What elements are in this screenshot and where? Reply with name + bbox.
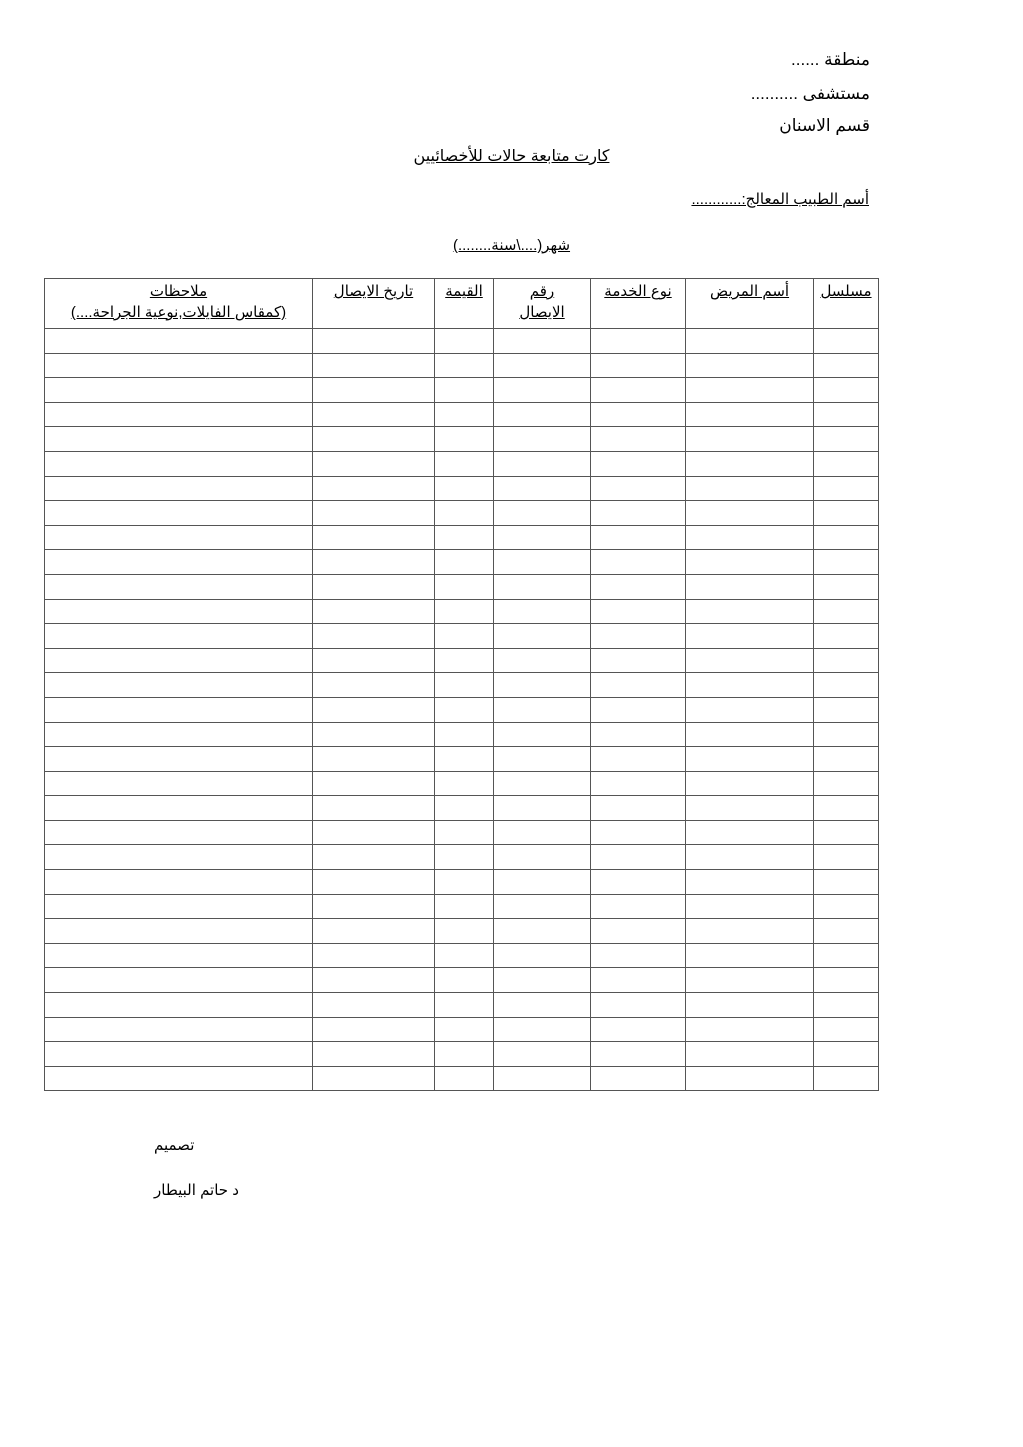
table-cell: [814, 476, 879, 501]
table-cell: [45, 648, 313, 673]
table-row: [45, 329, 879, 354]
table-cell: [686, 845, 814, 870]
table-cell: [435, 845, 494, 870]
table-cell: [686, 1066, 814, 1091]
table-cell: [814, 697, 879, 722]
table-cell: [494, 427, 591, 452]
table-cell: [435, 919, 494, 944]
table-cell: [313, 697, 435, 722]
table-cell: [591, 919, 686, 944]
table-row: [45, 574, 879, 599]
table-cell: [814, 722, 879, 747]
table-cell: [313, 550, 435, 575]
table-cell: [814, 329, 879, 354]
table-cell: [814, 894, 879, 919]
table-cell: [686, 378, 814, 403]
table-cell: [45, 427, 313, 452]
table-cell: [814, 427, 879, 452]
table-cell: [435, 722, 494, 747]
table-cell: [591, 820, 686, 845]
col-serial: مسلسل: [814, 279, 879, 329]
table-cell: [45, 353, 313, 378]
table-cell: [45, 673, 313, 698]
table-cell: [494, 648, 591, 673]
table-cell: [435, 451, 494, 476]
table-header-row: [45, 279, 879, 329]
table-cell: [45, 451, 313, 476]
table-cell: [814, 550, 879, 575]
table-cell: [45, 599, 313, 624]
table-cell: [313, 624, 435, 649]
table-cell: [45, 402, 313, 427]
table-cell: [45, 722, 313, 747]
designer-name: د حاتم البيطار: [154, 1182, 239, 1199]
table-cell: [814, 501, 879, 526]
table-cell: [686, 894, 814, 919]
table-cell: [591, 402, 686, 427]
table-cell: [45, 747, 313, 772]
table-cell: [45, 845, 313, 870]
table-cell: [814, 870, 879, 895]
table-cell: [313, 1066, 435, 1091]
table-cell: [313, 476, 435, 501]
table-cell: [814, 771, 879, 796]
table-cell: [45, 550, 313, 575]
table-cell: [591, 574, 686, 599]
table-cell: [494, 968, 591, 993]
design-label: تصميم: [154, 1137, 195, 1154]
table-row: [45, 673, 879, 698]
table-cell: [686, 501, 814, 526]
table-cell: [494, 673, 591, 698]
table-cell: [814, 796, 879, 821]
table-cell: [435, 525, 494, 550]
table-cell: [435, 993, 494, 1018]
table-cell: [686, 993, 814, 1018]
table-cell: [686, 697, 814, 722]
table-cell: [591, 648, 686, 673]
table-cell: [435, 1017, 494, 1042]
table-cell: [494, 329, 591, 354]
table-cell: [313, 771, 435, 796]
col-patient-name: أسم المريض: [686, 279, 814, 329]
table-cell: [435, 747, 494, 772]
table-cell: [686, 722, 814, 747]
table-cell: [435, 673, 494, 698]
table-cell: [591, 673, 686, 698]
table-cell: [591, 476, 686, 501]
table-row: [45, 451, 879, 476]
table-cell: [591, 353, 686, 378]
table-row: [45, 796, 879, 821]
table-cell: [591, 722, 686, 747]
table-cell: [686, 747, 814, 772]
table-cell: [686, 599, 814, 624]
table-row: [45, 747, 879, 772]
table-cell: [435, 870, 494, 895]
table-cell: [435, 427, 494, 452]
table-cell: [814, 845, 879, 870]
period-line: شهر(....\سنة........): [452, 237, 571, 254]
table-cell: [45, 820, 313, 845]
table-row: [45, 968, 879, 993]
table-cell: [313, 993, 435, 1018]
table-cell: [313, 353, 435, 378]
table-cell: [45, 894, 313, 919]
table-row: [45, 1066, 879, 1091]
table-cell: [591, 747, 686, 772]
table-row: [45, 919, 879, 944]
table-row: [45, 845, 879, 870]
table-cell: [494, 1066, 591, 1091]
table-cell: [435, 820, 494, 845]
table-cell: [591, 845, 686, 870]
table-cell: [686, 550, 814, 575]
table-row: [45, 771, 879, 796]
table-cell: [313, 870, 435, 895]
table-cell: [45, 501, 313, 526]
table-cell: [45, 697, 313, 722]
table-cell: [591, 599, 686, 624]
table-cell: [435, 574, 494, 599]
table-cell: [814, 378, 879, 403]
table-row: [45, 599, 879, 624]
table-cell: [435, 697, 494, 722]
table-row: [45, 476, 879, 501]
table-cell: [45, 378, 313, 403]
table-cell: [313, 796, 435, 821]
table-cell: [591, 943, 686, 968]
table-cell: [686, 525, 814, 550]
table-cell: [591, 968, 686, 993]
table-cell: [45, 574, 313, 599]
table-cell: [313, 820, 435, 845]
table-cell: [313, 845, 435, 870]
table-cell: [686, 919, 814, 944]
table-row: [45, 525, 879, 550]
table-cell: [814, 820, 879, 845]
table-cell: [435, 771, 494, 796]
table-cell: [313, 1017, 435, 1042]
table-cell: [814, 648, 879, 673]
table-cell: [814, 599, 879, 624]
table-cell: [494, 919, 591, 944]
table-cell: [686, 353, 814, 378]
table-cell: [686, 402, 814, 427]
table-cell: [45, 1066, 313, 1091]
table-cell: [591, 550, 686, 575]
table-cell: [686, 870, 814, 895]
table-row: [45, 1042, 879, 1067]
table-cell: [313, 919, 435, 944]
region-line: منطقة ......: [791, 50, 870, 69]
table-cell: [313, 599, 435, 624]
table-cell: [45, 1042, 313, 1067]
table-cell: [435, 329, 494, 354]
table-cell: [591, 870, 686, 895]
table-cell: [686, 451, 814, 476]
table-row: [45, 624, 879, 649]
table-cell: [494, 550, 591, 575]
table-row: [45, 722, 879, 747]
table-cell: [45, 329, 313, 354]
table-cell: [435, 378, 494, 403]
table-cell: [494, 870, 591, 895]
table-cell: [591, 451, 686, 476]
table-row: [45, 402, 879, 427]
table-row: [45, 648, 879, 673]
table-cell: [814, 747, 879, 772]
table-cell: [45, 771, 313, 796]
table-cell: [686, 427, 814, 452]
table-cell: [45, 943, 313, 968]
table-cell: [494, 525, 591, 550]
table-cell: [494, 1042, 591, 1067]
table-cell: [494, 476, 591, 501]
table-cell: [435, 1066, 494, 1091]
table-cell: [435, 402, 494, 427]
table-cell: [435, 624, 494, 649]
table-row: [45, 820, 879, 845]
table-cell: [313, 402, 435, 427]
table-cell: [313, 722, 435, 747]
doctor-name-line: أسم الطبيب المعالج:............: [691, 191, 869, 208]
table-cell: [435, 1042, 494, 1067]
table-cell: [814, 624, 879, 649]
table-cell: [591, 1042, 686, 1067]
table-cell: [45, 968, 313, 993]
table-cell: [45, 476, 313, 501]
table-cell: [686, 796, 814, 821]
table-cell: [591, 894, 686, 919]
table-cell: [814, 1042, 879, 1067]
table-cell: [494, 402, 591, 427]
table-row: [45, 943, 879, 968]
table-cell: [435, 599, 494, 624]
table-cell: [591, 796, 686, 821]
table-cell: [591, 697, 686, 722]
table-cell: [494, 599, 591, 624]
table-cell: [591, 1066, 686, 1091]
table-cell: [494, 574, 591, 599]
col-receipt-number: رقم الايصال: [494, 279, 591, 329]
table-row: [45, 993, 879, 1018]
table-row: [45, 550, 879, 575]
table-cell: [45, 624, 313, 649]
table-cell: [494, 624, 591, 649]
table-cell: [814, 968, 879, 993]
table-cell: [814, 1017, 879, 1042]
table-cell: [591, 525, 686, 550]
table-cell: [814, 1066, 879, 1091]
table-cell: [686, 624, 814, 649]
table-cell: [45, 919, 313, 944]
table-cell: [313, 378, 435, 403]
table-row: [45, 378, 879, 403]
table-cell: [686, 673, 814, 698]
table-cell: [814, 943, 879, 968]
table-cell: [313, 501, 435, 526]
table-cell: [494, 722, 591, 747]
table-cell: [591, 378, 686, 403]
table-cell: [686, 968, 814, 993]
table-cell: [814, 451, 879, 476]
table-cell: [494, 378, 591, 403]
table-cell: [686, 771, 814, 796]
col-notes: ملاحظات (كمقاس الفايلات,نوعية الجراحة....): [45, 279, 313, 329]
table-row: [45, 353, 879, 378]
table-cell: [591, 329, 686, 354]
table-cell: [494, 451, 591, 476]
table-row: [45, 697, 879, 722]
table-body: [45, 329, 879, 1091]
table-cell: [494, 1017, 591, 1042]
table-cell: [435, 648, 494, 673]
table-cell: [435, 968, 494, 993]
table-cell: [591, 624, 686, 649]
table-cell: [494, 353, 591, 378]
table-cell: [494, 697, 591, 722]
col-service-type: نوع الخدمة: [591, 279, 686, 329]
table-cell: [313, 747, 435, 772]
table-cell: [814, 525, 879, 550]
table-cell: [45, 870, 313, 895]
table-cell: [814, 673, 879, 698]
table-cell: [313, 673, 435, 698]
table-cell: [591, 771, 686, 796]
table-row: [45, 427, 879, 452]
table-cell: [814, 353, 879, 378]
table-cell: [45, 993, 313, 1018]
table-cell: [686, 1017, 814, 1042]
table-cell: [313, 894, 435, 919]
table-row: [45, 894, 879, 919]
col-value: القيمة: [435, 279, 494, 329]
table-cell: [435, 550, 494, 575]
table-cell: [686, 329, 814, 354]
table-cell: [591, 427, 686, 452]
col-receipt-date: تاريخ الايصال: [313, 279, 435, 329]
table-cell: [494, 894, 591, 919]
table-cell: [814, 993, 879, 1018]
table-row: [45, 1017, 879, 1042]
table-cell: [494, 820, 591, 845]
table-cell: [313, 329, 435, 354]
table-cell: [313, 427, 435, 452]
table-cell: [313, 968, 435, 993]
table-cell: [686, 648, 814, 673]
table-cell: [494, 501, 591, 526]
table-cell: [686, 943, 814, 968]
table-cell: [435, 476, 494, 501]
table-cell: [313, 574, 435, 599]
table-cell: [591, 501, 686, 526]
table-cell: [686, 574, 814, 599]
table-cell: [45, 796, 313, 821]
table-cell: [591, 993, 686, 1018]
table-cell: [494, 845, 591, 870]
table-cell: [686, 476, 814, 501]
table-cell: [435, 943, 494, 968]
card-title: كارت متابعة حالات للأخصائيين: [413, 148, 610, 165]
table-cell: [494, 747, 591, 772]
table-cell: [313, 525, 435, 550]
hospital-line: مستشفى ..........: [750, 84, 870, 103]
table-cell: [435, 501, 494, 526]
department-line: قسم الاسنان: [779, 116, 870, 135]
table-cell: [45, 525, 313, 550]
table-cell: [494, 796, 591, 821]
table-cell: [494, 993, 591, 1018]
table-cell: [313, 943, 435, 968]
table-cell: [686, 1042, 814, 1067]
table-cell: [313, 1042, 435, 1067]
table-row: [45, 870, 879, 895]
table-cell: [686, 820, 814, 845]
table-cell: [814, 919, 879, 944]
table-cell: [313, 451, 435, 476]
table-cell: [814, 574, 879, 599]
table-cell: [494, 771, 591, 796]
table-cell: [45, 1017, 313, 1042]
table-cell: [435, 894, 494, 919]
table-cell: [435, 796, 494, 821]
table-cell: [591, 1017, 686, 1042]
table-cell: [814, 402, 879, 427]
table-cell: [313, 648, 435, 673]
table-cell: [494, 943, 591, 968]
table-row: [45, 501, 879, 526]
table-cell: [435, 353, 494, 378]
cases-table: [44, 278, 879, 1091]
